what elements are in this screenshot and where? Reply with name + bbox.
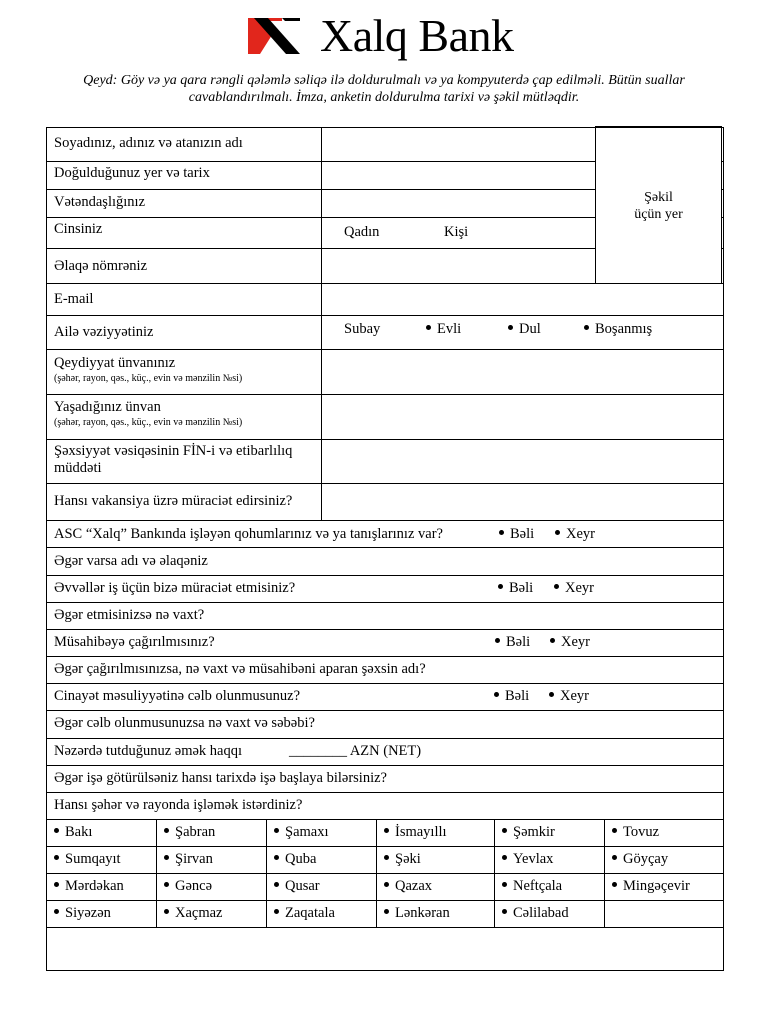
- bullet-icon: [274, 909, 279, 914]
- row-divider: [46, 656, 724, 657]
- interviewed-yes-label: Bəli: [506, 634, 531, 650]
- city-option[interactable]: [274, 878, 320, 895]
- gender-option-female[interactable]: Qadın: [344, 224, 380, 240]
- salary-input[interactable]: ________ AZN (NET): [289, 743, 422, 759]
- bullet-icon: [549, 692, 554, 697]
- bullet-icon: [164, 909, 169, 914]
- city-option-label: İsmayıllı: [395, 824, 447, 840]
- applied-before-no-label: Xeyr: [565, 580, 594, 596]
- bullet-icon: [495, 638, 500, 643]
- relatives-no[interactable]: [555, 526, 595, 543]
- photo-label-line1: Şəkil: [644, 190, 673, 205]
- criminal-no-label: Xeyr: [560, 688, 589, 704]
- relatives-yes[interactable]: [499, 526, 534, 543]
- column-divider: [321, 127, 322, 520]
- photo-placeholder: [595, 126, 722, 284]
- city-option-label: Şirvan: [175, 851, 213, 867]
- bullet-icon: [612, 855, 617, 860]
- registration-address-hint: (şəhər, rayon, qəs., küç., evin və mənzilin №si): [54, 373, 243, 384]
- question-applied-before: Əvvəllər iş üçün bizə müraciət etmisiniz?: [54, 580, 296, 596]
- city-option[interactable]: [612, 878, 690, 895]
- question-applied-when: Əgər etmisinizsə nə vaxt?: [54, 607, 205, 623]
- bullet-icon: [54, 909, 59, 914]
- bullet-icon: [274, 882, 279, 887]
- city-option-label: Xaçmaz: [175, 905, 223, 921]
- registration-address-title: Qeydiyyat ünvanınız: [54, 355, 176, 371]
- city-option-label: Lənkəran: [395, 905, 450, 921]
- residential-address-hint: (şəhər, rayon, qəs., küç., evin və mənzilin №si): [54, 417, 243, 428]
- city-option[interactable]: [502, 824, 555, 841]
- bullet-icon: [54, 855, 59, 860]
- header: [0, 0, 768, 70]
- city-option-label: Gəncə: [175, 878, 213, 894]
- residential-address-title: Yaşadığınız ünvan: [54, 399, 161, 415]
- bullet-icon: [502, 828, 507, 833]
- label-vacancy: Hansı vakansiya üzrə müraciət edirsiniz?: [54, 493, 293, 509]
- bullet-icon: [384, 882, 389, 887]
- question-start-date: Əgər işə götürülsəniz hansı tarixdə işə başlaya bilərsiniz?: [54, 770, 387, 786]
- row-divider: [46, 846, 724, 847]
- city-option-label: Bakı: [65, 824, 93, 840]
- city-option[interactable]: [54, 851, 121, 868]
- city-option[interactable]: [274, 905, 335, 922]
- bullet-icon: [584, 325, 589, 330]
- city-option[interactable]: [384, 851, 421, 868]
- city-option-label: Şəmkir: [513, 824, 555, 840]
- question-interviewed: Müsahibəyə çağırılmısınız?: [54, 634, 215, 650]
- label-registration-address: [54, 355, 242, 385]
- city-option[interactable]: [384, 905, 450, 922]
- city-option-label: Göyçay: [623, 851, 669, 867]
- city-option-label: Quba: [285, 851, 317, 867]
- city-option[interactable]: [274, 851, 316, 868]
- question-salary: Nəzərdə tutduğunuz əmək haqqı: [54, 743, 243, 759]
- question-relatives: ASC “Xalq” Bankında işləyən qohumlarınız və ya tanışlarınız var?: [54, 526, 443, 542]
- city-option[interactable]: [54, 824, 92, 841]
- label-residential-address: [54, 399, 242, 429]
- label-phone: Əlaqə nömrəniz: [54, 258, 148, 274]
- question-interview-details: Əgər çağırılmısınızsa, nə vaxt və müsahibəni aparan şəxsin adı?: [54, 661, 426, 677]
- bullet-icon: [164, 828, 169, 833]
- city-column-divider: [604, 819, 605, 927]
- label-birth-place-date: Doğulduğunuz yer və tarix: [54, 165, 210, 181]
- bullet-icon: [498, 584, 503, 589]
- marital-option-divorced[interactable]: [584, 321, 652, 338]
- marital-option-divorced-label: Boşanmış: [595, 321, 653, 337]
- row-divider: [46, 765, 724, 766]
- city-column-divider: [494, 819, 495, 927]
- xalq-bank-logo-icon: [248, 18, 300, 54]
- question-criminal: Cinayət məsuliyyətinə cəlb olunmusunuz?: [54, 688, 301, 704]
- city-option-label: Neftçala: [513, 878, 563, 894]
- marital-option-single[interactable]: Subay: [344, 321, 381, 337]
- city-option[interactable]: [54, 878, 124, 895]
- bullet-icon: [164, 882, 169, 887]
- label-gender: Cinsiniz: [54, 221, 103, 237]
- bullet-icon: [426, 325, 431, 330]
- bullet-icon: [550, 638, 555, 643]
- gender-option-male[interactable]: Kişi: [444, 224, 469, 240]
- row-divider: [46, 683, 724, 684]
- city-option-label: Mərdəkan: [65, 878, 124, 894]
- city-option-label: Yevlax: [513, 851, 554, 867]
- row-divider: [46, 439, 724, 440]
- brand-name: Xalq Bank: [320, 10, 514, 61]
- city-option-label: Sumqayıt: [65, 851, 121, 867]
- row-divider: [46, 575, 724, 576]
- question-criminal-details: Əgər cəlb olunmusunuzsa nə vaxt və səbəbi?: [54, 715, 315, 731]
- marital-option-widowed[interactable]: [508, 321, 541, 338]
- city-option-label: Qusar: [285, 878, 320, 894]
- bullet-icon: [494, 692, 499, 697]
- city-option-label: Siyəzən: [65, 905, 111, 921]
- row-divider: [46, 927, 724, 928]
- city-option[interactable]: [502, 878, 562, 895]
- city-option-label: Tovuz: [623, 824, 660, 840]
- city-option[interactable]: [502, 905, 569, 922]
- label-full-name: Soyadınız, adınız və atanızın adı: [54, 135, 243, 151]
- applied-before-yes-label: Bəli: [509, 580, 534, 596]
- city-option[interactable]: [502, 851, 553, 868]
- bullet-icon: [502, 909, 507, 914]
- question-preferred-city: Hansı şəhər və rayonda işləmək istərdiniz?: [54, 797, 303, 813]
- marital-option-married-label: Evli: [437, 321, 462, 337]
- city-option[interactable]: [612, 851, 668, 868]
- city-option-label: Zaqatala: [285, 905, 335, 921]
- city-option-label: Şəki: [395, 851, 421, 867]
- row-divider: [46, 819, 724, 820]
- city-column-divider: [266, 819, 267, 927]
- row-divider: [46, 349, 724, 350]
- bullet-icon: [555, 530, 560, 535]
- label-citizenship: Vətəndaşlığınız: [54, 194, 146, 210]
- row-divider: [46, 602, 724, 603]
- label-email: E-mail: [54, 291, 94, 307]
- bullet-icon: [499, 530, 504, 535]
- city-option[interactable]: [164, 824, 215, 841]
- marital-option-widowed-label: Dul: [519, 321, 541, 337]
- bullet-icon: [554, 584, 559, 589]
- city-column-divider: [376, 819, 377, 927]
- bullet-icon: [54, 828, 59, 833]
- relatives-yes-label: Bəli: [510, 526, 535, 542]
- criminal-no[interactable]: [549, 688, 589, 705]
- bullet-icon: [384, 828, 389, 833]
- row-divider: [46, 520, 724, 521]
- row-divider: [46, 547, 724, 548]
- bullet-icon: [508, 325, 513, 330]
- bullet-icon: [274, 828, 279, 833]
- row-divider: [46, 738, 724, 739]
- city-option[interactable]: [164, 878, 212, 895]
- city-option[interactable]: [384, 878, 432, 895]
- photo-label-line2: üçün yer: [634, 207, 683, 222]
- row-divider: [46, 792, 724, 793]
- criminal-yes-label: Bəli: [505, 688, 530, 704]
- label-id-card: Şəxsiyyət vəsiqəsinin FİN-i və etibarlılıq müddəti: [54, 443, 293, 476]
- city-option-label: Şamaxı: [285, 824, 329, 840]
- bullet-icon: [54, 882, 59, 887]
- label-marital-status: Ailə vəziyyətiniz: [54, 324, 154, 340]
- city-option[interactable]: [612, 824, 659, 841]
- bullet-icon: [384, 909, 389, 914]
- bullet-icon: [502, 855, 507, 860]
- bullet-icon: [384, 855, 389, 860]
- city-option-label: Şabran: [175, 824, 216, 840]
- bullet-icon: [164, 855, 169, 860]
- relatives-no-label: Xeyr: [566, 526, 595, 542]
- bullet-icon: [274, 855, 279, 860]
- applied-before-yes[interactable]: [498, 580, 533, 597]
- city-option[interactable]: [274, 824, 329, 841]
- row-divider: [46, 629, 724, 630]
- city-option-label: Qazax: [395, 878, 433, 894]
- city-option[interactable]: [164, 851, 213, 868]
- bullet-icon: [502, 882, 507, 887]
- row-divider: [46, 315, 724, 316]
- city-option[interactable]: [54, 905, 111, 922]
- bullet-icon: [612, 882, 617, 887]
- question-relatives-contact: Əgər varsa adı və əlaqəniz: [54, 553, 208, 569]
- bullet-icon: [612, 828, 617, 833]
- row-divider: [46, 483, 724, 484]
- city-option-label: Mingəçevir: [623, 878, 690, 894]
- city-column-divider: [156, 819, 157, 927]
- city-option[interactable]: [384, 824, 447, 841]
- row-divider: [46, 900, 724, 901]
- city-option[interactable]: [164, 905, 223, 922]
- city-option-label: Cəlilabad: [513, 905, 569, 921]
- row-divider: [46, 710, 724, 711]
- row-divider: [46, 873, 724, 874]
- applied-before-no[interactable]: [554, 580, 594, 597]
- interviewed-no[interactable]: [550, 634, 590, 651]
- row-divider: [46, 394, 724, 395]
- interviewed-no-label: Xeyr: [561, 634, 590, 650]
- marital-option-married[interactable]: [426, 321, 461, 338]
- interviewed-yes[interactable]: [495, 634, 530, 651]
- instructions-note: Qeyd: Göy və ya qara rəngli qələmlə səliqə ilə doldurulmalı və ya kompyuterdə çap edilməli. Bütün suallar cavablandırılmalı. İmza, anketin doldurulma tarixi və şəkil mütləqdir.: [83, 73, 685, 105]
- criminal-yes[interactable]: [494, 688, 529, 705]
